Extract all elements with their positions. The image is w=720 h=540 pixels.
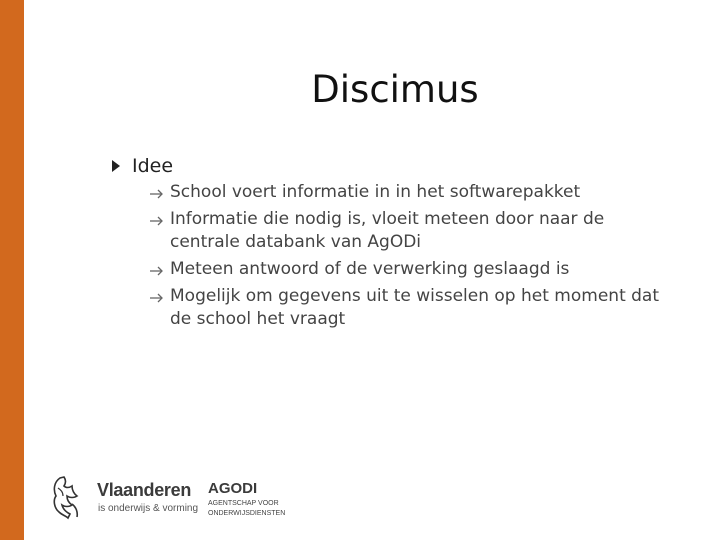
arrow-right-icon xyxy=(148,208,166,231)
list-item xyxy=(148,258,670,281)
list-item-text: Mogelijk om gegevens uit te wisselen op het moment dat de school het vraagt xyxy=(170,286,660,329)
arrow-right-icon xyxy=(148,181,166,204)
bullet-idee xyxy=(110,153,670,179)
flemish-lion-icon xyxy=(50,474,82,520)
list-item xyxy=(148,285,670,331)
triangle-right-icon xyxy=(112,160,120,172)
bullet-label: Idee xyxy=(132,155,174,177)
agodi-logo-text: AGODI xyxy=(208,480,258,497)
list-item-text: Meteen antwoord of de verwerking geslaagd is xyxy=(170,259,570,279)
list-item-text: School voert informatie in in het softwarepakket xyxy=(170,182,581,202)
list-item-text: Informatie die nodig is, vloeit meteen door naar de centrale databank van AgODi xyxy=(170,209,605,252)
arrow-right-icon xyxy=(148,285,166,308)
vlaanderen-logo-text: Vlaanderen xyxy=(97,480,192,500)
slide-content xyxy=(110,153,670,335)
list-item xyxy=(148,208,670,254)
footer-logos xyxy=(48,470,308,525)
list-item xyxy=(148,181,670,204)
vlaanderen-tagline: is onderwijs & vorming xyxy=(98,503,199,514)
arrow-right-icon xyxy=(148,258,166,281)
sub-bullet-list xyxy=(110,181,670,331)
slide-title: Discimus xyxy=(311,68,479,111)
agodi-tagline: AGENTSCHAP VOOR ONDERWIJSDIENSTEN xyxy=(208,500,286,517)
